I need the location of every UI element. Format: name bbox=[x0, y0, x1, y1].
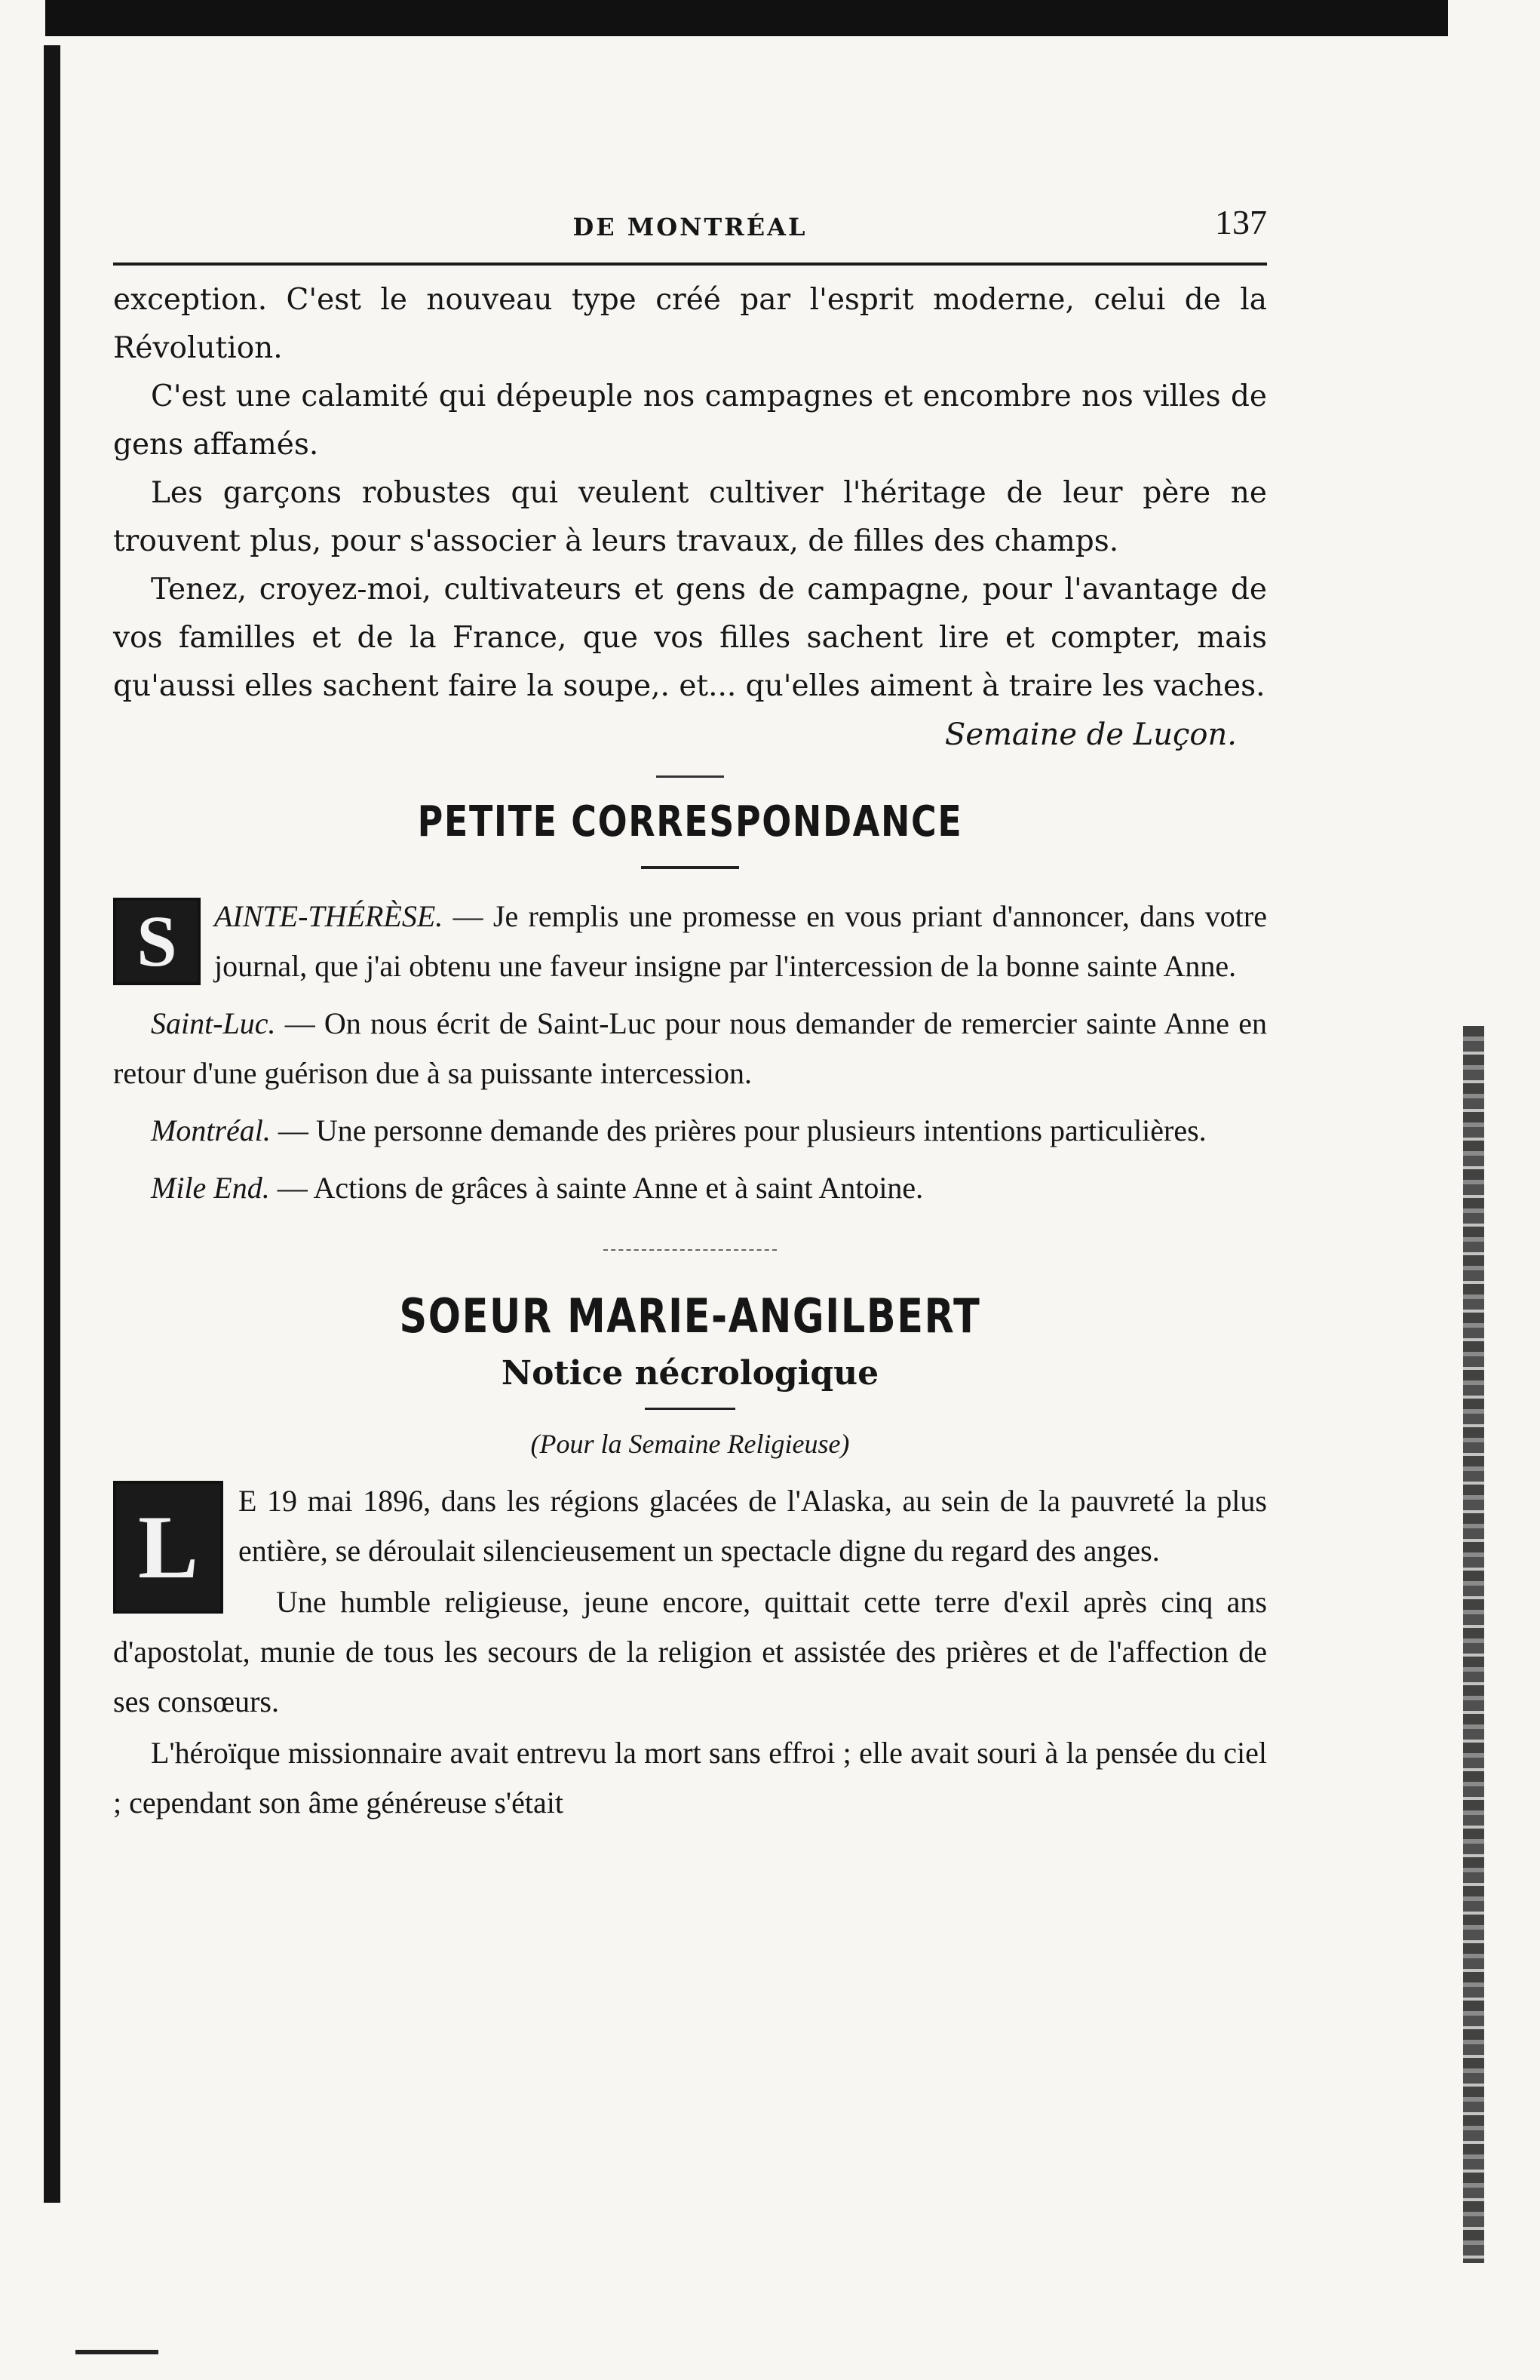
intro-paragraph: Tenez, croyez-moi, cultivateurs et gens de campagne, pour l'avantage de vos familles et de la France, que vos filles sachent lire et compter, mais qu'aussi elles sachent faire la soupe,. et... qu'elles aiment à traire les vaches. bbox=[113, 573, 1267, 703]
running-head bbox=[113, 196, 1267, 249]
obituary-paragraph bbox=[113, 1476, 1267, 1597]
entry-text: — Actions de grâces à sainte Anne et à saint Antoine. bbox=[269, 1171, 924, 1205]
scan-edge-right bbox=[1463, 1026, 1484, 2263]
dropcap-l: L bbox=[113, 1481, 223, 1614]
entry-place: Mile End. bbox=[151, 1171, 270, 1205]
correspondance-entry bbox=[113, 1106, 1267, 1156]
separator bbox=[645, 1408, 735, 1410]
obituary-subtitle: Notice nécrologique bbox=[501, 1354, 879, 1393]
intro-section bbox=[113, 276, 1267, 759]
correspondance-section bbox=[113, 892, 1267, 1213]
page-number: 137 bbox=[1215, 203, 1267, 241]
book-page bbox=[113, 196, 1267, 1829]
scan-edge-left bbox=[44, 45, 60, 2203]
entry-place: AINTE-THÉRÈSE. bbox=[214, 899, 443, 933]
obituary-title: SOEUR MARIE-ANGILBERT bbox=[399, 1288, 981, 1344]
entry-place: Saint-Luc. bbox=[151, 1006, 276, 1040]
intro-paragraph: C'est une calamité qui dépeuple nos campagnes et encombre nos villes de gens affamés. bbox=[113, 379, 1267, 462]
dropcap-s: S bbox=[113, 898, 201, 985]
separator bbox=[656, 775, 724, 778]
entry-text: — Une personne demande des prières pour plusieurs intentions particulières. bbox=[270, 1113, 1207, 1147]
entry-text: — On nous écrit de Saint-Luc pour nous demander de remercier sainte Anne en retour d'une guérison due à sa puissante intercession. bbox=[113, 1006, 1267, 1090]
entry-text: — Je remplis une promesse en vous priant d'annoncer, dans votre journal, que j'ai obtenu une faveur insigne par l'intercession de la bonne sainte Anne. bbox=[214, 899, 1267, 983]
intro-paragraph: Les garçons robustes qui veulent cultiver l'héritage de leur père ne trouvent plus, pour s'associer à leurs travaux, de filles des champs. bbox=[113, 476, 1267, 558]
running-title: DE MONTRÉAL bbox=[572, 213, 808, 241]
intro-source: Semaine de Luçon. bbox=[944, 717, 1237, 752]
separator bbox=[603, 1249, 777, 1251]
scan-edge-top bbox=[45, 0, 1448, 36]
correspondance-entry bbox=[113, 892, 1267, 991]
header-rule bbox=[113, 263, 1267, 266]
correspondance-entry bbox=[113, 999, 1267, 1098]
separator bbox=[641, 866, 739, 869]
obituary-first-text: E 19 mai 1896, dans les régions glacées de l'Alaska, au sein de la pauvreté la plus entière, se déroulait silencieusement un spectacle digne du regard des anges. bbox=[238, 1484, 1267, 1568]
obituary-paragraph: Une humble religieuse, jeune encore, quittait cette terre d'exil après cinq ans d'apostolat, munie de tous les secours de la religion et assistée des prières et de l'affection de ses consœurs. bbox=[113, 1585, 1267, 1718]
obituary-byline: (Pour la Semaine Religieuse) bbox=[530, 1429, 850, 1459]
obituary-paragraph: L'héroïque missionnaire avait entrevu la mort sans effroi ; elle avait souri à la pensée du ciel ; cependant son âme généreuse s'était bbox=[113, 1736, 1267, 1820]
intro-paragraph: exception. C'est le nouveau type créé par l'esprit moderne, celui de la Révolution. bbox=[113, 283, 1267, 365]
entry-place: Montréal. bbox=[151, 1113, 271, 1147]
correspondance-title: PETITE CORRESPONDANCE bbox=[417, 797, 963, 846]
scan-edge-bottom bbox=[75, 2350, 158, 2354]
correspondance-entry bbox=[113, 1163, 1267, 1213]
obituary-section bbox=[113, 1476, 1267, 1828]
